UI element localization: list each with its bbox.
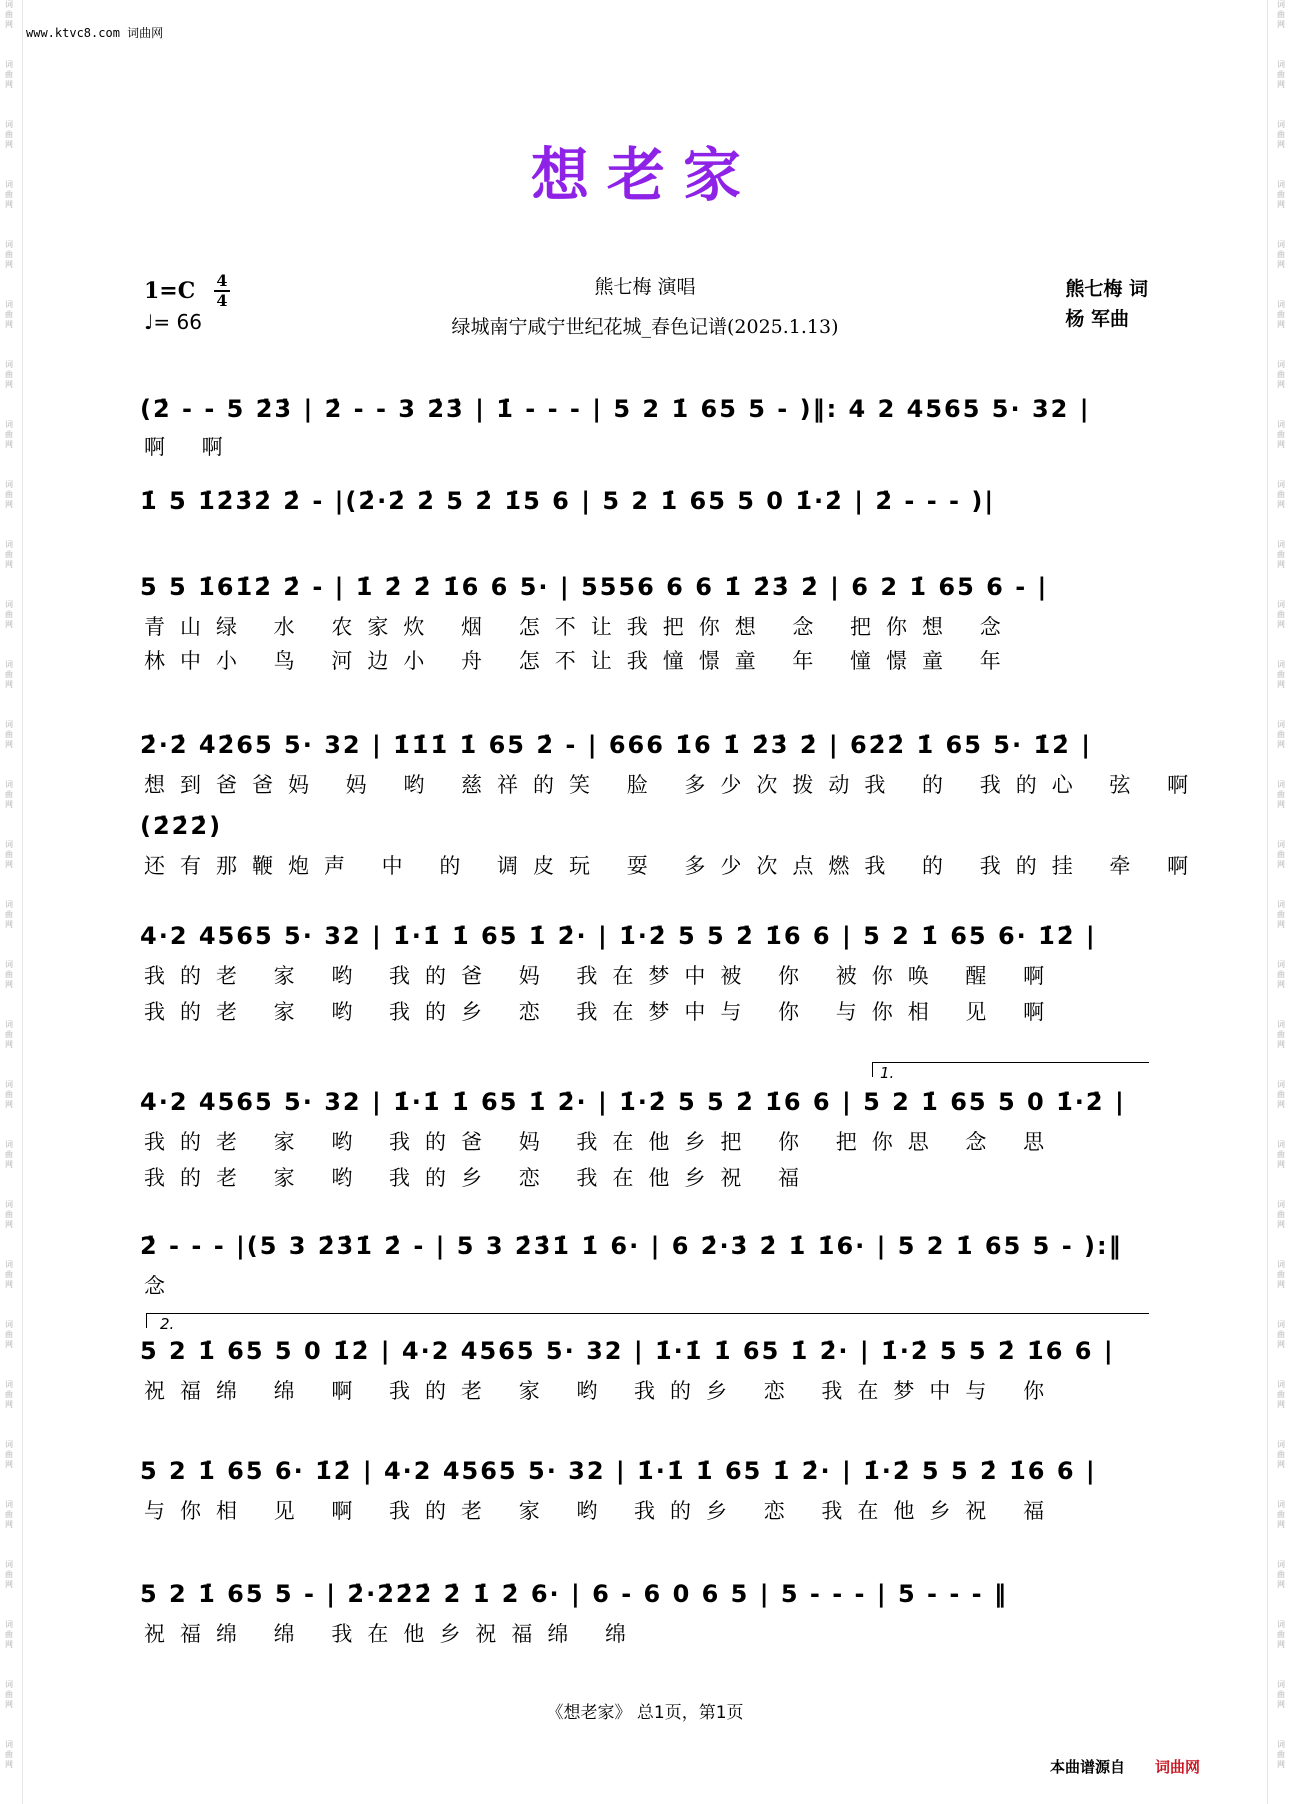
watermark-text: 词 曲 网: [5, 1320, 13, 1349]
time-signature-top: 4: [216, 271, 228, 290]
notation-line: 5 5 1̇61̇2̇ 2̇ - | 1̇ 2̇ 2̇ 1̇6 6 5· | 5556 6 6 1̇ 2̇3̇ 2̇ | 6 2 1̇ 65 6 - |: [140, 573, 1049, 601]
watermark-text: 词 曲 网: [1277, 180, 1285, 209]
notation-line: 5 2 1̇ 65 6· 1̇2̇ | 4·2 4565 5· 32 | 1̇·1̇ 1̇ 65 1̇ 2̇· | 1̇·2̇ 5 5 2̇ 1̇6 6 |: [140, 1457, 1097, 1485]
lyric-line: 我的老 家 哟 我的爸 妈 我在梦中被 你 被你唤 醒 啊: [144, 964, 1060, 988]
lyric-line: 我的老 家 哟 我的乡 恋 我在梦中与 你 与你相 见 啊: [144, 1000, 1060, 1024]
lyric-line: 祝福绵 绵 我在他乡祝福绵 绵: [144, 1622, 642, 1646]
lyric-line: 林中小 鸟 河边小 舟 怎不让我憧憬童 年 憧憬童 年: [144, 649, 1016, 673]
watermark-text: 词 曲 网: [5, 0, 13, 29]
watermark-text: 词 曲 网: [1277, 60, 1285, 89]
lyric-line: 还有那鞭炮声 中 的 调皮玩 耍 多少次点燃我 的 我的挂 牵 啊: [144, 854, 1204, 878]
watermark-text: 词 曲 网: [1277, 1740, 1285, 1769]
page-footer: 《想老家》 总1页，第1页: [546, 1703, 744, 1723]
watermark-text: 词 曲 网: [5, 240, 13, 269]
watermark-text: 词 曲 网: [5, 480, 13, 509]
notation-line: 4·2 4565 5· 32 | 1̇·1̇ 1̇ 65 1̇ 2̇· | 1̇·2̇ 5 5 2̇ 1̇6 6 | 5 2 1̇ 65 6· 1̇2̇ |: [140, 922, 1097, 950]
watermark-text: 词 曲 网: [5, 300, 13, 329]
watermark-text: 词 曲 网: [5, 1740, 13, 1769]
watermark-text: 词 曲 网: [1277, 660, 1285, 689]
volta-1-bracket: [872, 1062, 1149, 1077]
watermark-text: 词 曲 网: [1277, 840, 1285, 869]
watermark-text: 词 曲 网: [5, 900, 13, 929]
notation-line: 5 2 1̇ 65 5 - | 2̇·2̇2̇2̇ 2̇ 1̇ 2̇ 6· | 6 - 6 0 6 5 | 5 - - - | 5 - - - ‖: [140, 1580, 1008, 1608]
watermark-text: 词 曲 网: [5, 780, 13, 809]
watermark-text: 词 曲 网: [5, 600, 13, 629]
watermark-text: 词 曲 网: [5, 1560, 13, 1589]
source-note-label: 本曲谱源自: [1050, 1758, 1126, 1776]
watermark-text: 词 曲 网: [5, 1440, 13, 1469]
watermark-text: 词 曲 网: [1277, 360, 1285, 389]
watermark-text: 词 曲 网: [1277, 240, 1285, 269]
composer-credit: 杨 军曲: [1065, 308, 1129, 330]
watermark-text: 词 曲 网: [5, 180, 13, 209]
time-signature-bottom: 4: [216, 291, 228, 310]
watermark-text: 词 曲 网: [5, 1200, 13, 1229]
watermark-text: 词 曲 网: [1277, 1320, 1285, 1349]
watermark-text: 词 曲 网: [1277, 720, 1285, 749]
source-note: [1050, 1756, 1200, 1777]
notation-line: 1̇ 5 1̇2̇3̇2̇ 2̇ - |(2̇·2̇ 2̇ 5 2̇ 1̇5 6 | 5 2 1̇ 65 5 0 1̇·2̇ | 2̇ - - - )|: [140, 487, 996, 515]
watermark-text: 词 曲 网: [5, 660, 13, 689]
watermark-text: 词 曲 网: [5, 1680, 13, 1709]
watermark-text: 词 曲 网: [1277, 900, 1285, 929]
watermark-text: 词 曲 网: [1277, 1500, 1285, 1529]
lyric-line: 我的老 家 哟 我的乡 恋 我在他乡祝 福: [144, 1166, 815, 1190]
watermark-text: 词 曲 网: [5, 960, 13, 989]
lyricist-credit: 熊七梅 词: [1065, 278, 1148, 300]
source-credit: 绿城南宁咸宁世纪花城_春色记谱(2025.1.13): [451, 316, 839, 338]
watermark-text: 词 曲 网: [1277, 0, 1285, 29]
watermark-text: 词 曲 网: [5, 420, 13, 449]
watermark-text: 词 曲 网: [5, 60, 13, 89]
watermark-text: 词 曲 网: [1277, 1020, 1285, 1049]
watermark-text: 词 曲 网: [1277, 1260, 1285, 1289]
watermark-text: 词 曲 网: [1277, 1080, 1285, 1109]
notation-line: 5 2 1̇ 65 5 0 1̇2̇ | 4·2 4565 5· 32 | 1̇·1̇ 1̇ 65 1̇ 2̇· | 1̇·2̇ 5 5 2̇ 1̇6 6 |: [140, 1337, 1115, 1365]
watermark-text: 词 曲 网: [5, 1500, 13, 1529]
watermark-text: 词 曲 网: [1277, 1560, 1285, 1589]
watermark-text: 词 曲 网: [1277, 540, 1285, 569]
credits: [1065, 274, 1148, 334]
volta-1-label: 1.: [880, 1064, 895, 1082]
lyric-line: 祝福绵 绵 啊 我的老 家 哟 我的乡 恋 我在梦中与 你: [144, 1379, 1060, 1403]
lyric-line: 想到爸爸妈 妈 哟 慈祥的笑 脸 多少次拨动我 的 我的心 弦 啊: [144, 773, 1204, 797]
watermark-text: 词 曲 网: [1277, 960, 1285, 989]
watermark-text: 词 曲 网: [5, 1380, 13, 1409]
lyric-line: 啊 啊: [144, 435, 238, 459]
watermark-text: 词 曲 网: [5, 1140, 13, 1169]
watermark-text: 词 曲 网: [5, 1080, 13, 1109]
notation-line: 2̇·2̇ 4̇2̇65 5· 32 | 1̇1̇1̇ 1̇ 65 2̇ - | 666 1̇6 1̇ 2̇3̇ 2̇ | 62̇2̇ 1̇ 65 5· 1̇2̇ |: [140, 731, 1092, 759]
notation-line: (2̇ - - 5 2̇3̇ | 2̇ - - 3 2̇3̇ | 1̇ - - - | 5 2 1̇ 65 5 - )‖: 4 2 4565 5· 32 |: [140, 395, 1091, 423]
notation-line: (2̇2̇2̇): [140, 812, 223, 840]
watermark-text: 词 曲 网: [1277, 300, 1285, 329]
watermark-text: 词 曲 网: [5, 1620, 13, 1649]
watermark-text: 词 曲 网: [1277, 1200, 1285, 1229]
song-title: 想老家: [530, 141, 759, 209]
lyric-line: 青山绿 水 农家炊 烟 怎不让我把你想 念 把你想 念: [144, 615, 1016, 639]
lyric-line: 我的老 家 哟 我的爸 妈 我在他乡把 你 把你思 念 思: [144, 1130, 1060, 1154]
volta-2-bracket: [146, 1313, 1149, 1328]
watermark-text: 词 曲 网: [1277, 780, 1285, 809]
lyric-line: 与你相 见 啊 我的老 家 哟 我的乡 恋 我在他乡祝 福: [144, 1499, 1060, 1523]
notation-line: 2̇ - - - |(5 3 2̇3̇1̇ 2̇ - | 5 3 2̇3̇1̇ 1̇ 6· | 6 2̇·3̇ 2̇ 1̇ 1̇6· | 5 2 1̇ 65 5 - ):‖: [140, 1232, 1123, 1260]
right-watermark-strip: [1274, 0, 1288, 1804]
watermark-text: 词 曲 网: [5, 540, 13, 569]
watermark-text: 词 曲 网: [1277, 120, 1285, 149]
page-frame: [22, 0, 1268, 1804]
watermark-text: 词 曲 网: [1277, 1440, 1285, 1469]
watermark-text: 词 曲 网: [1277, 1140, 1285, 1169]
brand-logo-text: 词曲网: [1155, 1758, 1201, 1776]
key-signature: 1=C: [144, 278, 196, 304]
watermark-text: 词 曲 网: [5, 1020, 13, 1049]
watermark-text: 词 曲 网: [1277, 1680, 1285, 1709]
lyric-line: 念: [144, 1274, 180, 1298]
notation-line: 4·2 4565 5· 32 | 1̇·1̇ 1̇ 65 1̇ 2̇· | 1̇·2̇ 5 5 2̇ 1̇6 6 | 5 2 1̇ 65 5 0 1̇·2̇ |: [140, 1088, 1126, 1116]
watermark-text: 词 曲 网: [1277, 1380, 1285, 1409]
watermark-text: 词 曲 网: [5, 840, 13, 869]
watermark-text: 词 曲 网: [5, 360, 13, 389]
watermark-text: 词 曲 网: [1277, 480, 1285, 509]
volta-2-label: 2.: [160, 1315, 175, 1333]
site-url: www.ktvc8.com 词曲网: [26, 26, 164, 40]
watermark-text: 词 曲 网: [1277, 1620, 1285, 1649]
watermark-text: 词 曲 网: [1277, 420, 1285, 449]
left-watermark-strip: [2, 0, 16, 1804]
watermark-text: 词 曲 网: [5, 120, 13, 149]
watermark-text: 词 曲 网: [5, 1260, 13, 1289]
singer-credit: 熊七梅 演唱: [594, 276, 696, 298]
watermark-text: 词 曲 网: [1277, 600, 1285, 629]
tempo-marking: ♩= 66: [144, 310, 202, 334]
watermark-text: 词 曲 网: [5, 720, 13, 749]
